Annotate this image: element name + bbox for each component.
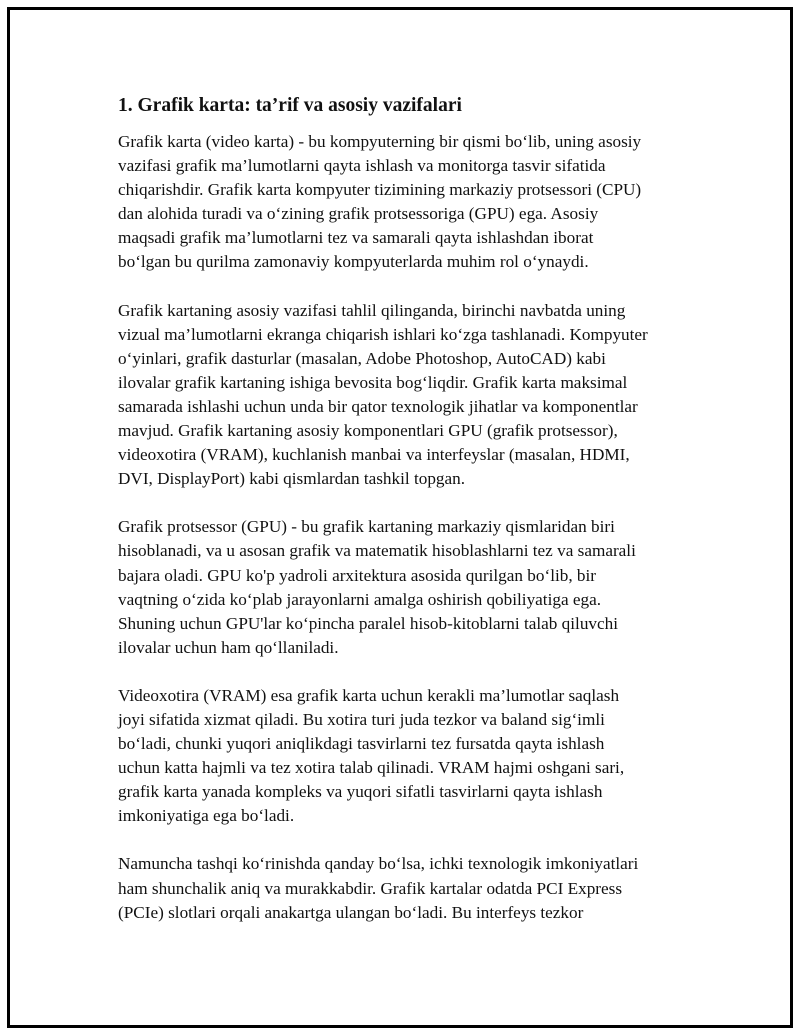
text-line: maqsadi grafik ma’lumotlarni tez va samarali qayta ishlashdan iborat	[118, 228, 594, 248]
paragraph	[118, 515, 698, 660]
section-heading: 1. Grafik karta: ta’rif va asosiy vazifalari	[118, 95, 462, 116]
text-line: ham shunchalik aniq va murakkabdir. Grafik kartalar odatda PCI Express	[118, 878, 623, 898]
text-line: samarada ishlashi uchun unda bir qator texnologik jihatlar va komponentlar	[118, 396, 638, 416]
text-line: bajara oladi. GPU ko'p yadroli arxitektura asosida qurilgan bo‘lib, bir	[118, 565, 597, 585]
text-line: Grafik protsessor (GPU) - bu grafik kartaning markaziy qismlaridan biri	[118, 517, 615, 537]
text-line: vazifasi grafik ma’lumotlarni qayta ishlash va monitorga tasvir sifatida	[118, 156, 606, 176]
text-line: mavjud. Grafik kartaning asosiy komponentlari GPU (grafik protsessor),	[118, 421, 618, 441]
text-line: Grafik kartaning asosiy vazifasi tahlil qilinganda, birinchi navbatda uning	[118, 300, 626, 320]
text-line: bo‘ladi, chunki yuqori aniqlikdagi tasvirlarni tez fursatda qayta ishlash	[118, 734, 605, 754]
text-line: ilovalar uchun ham qo‘llaniladi.	[118, 637, 339, 657]
paragraph-container	[118, 130, 698, 925]
text-line: hisoblanadi, va u asosan grafik va matematik hisoblashlarni tez va samarali	[118, 541, 636, 561]
paragraph	[118, 299, 698, 492]
text-line: imkoniyatiga ega bo‘ladi.	[118, 806, 295, 826]
text-line: ilovalar grafik kartaning ishiga bevosita bog‘liqdir. Grafik karta maksimal	[118, 372, 628, 392]
text-line: Grafik karta (video karta) - bu kompyuterning bir qismi bo‘lib, uning asosiy	[118, 132, 642, 151]
text-line: joyi sifatida xizmat qiladi. Bu xotira turi juda tezkor va baland sig‘imli	[118, 709, 605, 729]
text-line: grafik karta yanada kompleks va yuqori sifatli tasvirlarni qayta ishlash	[118, 782, 603, 802]
text-line: videoxotira (VRAM), kuchlanish manbai va interfeyslar (masalan, HDMI,	[118, 445, 630, 465]
text-line: DVI, DisplayPort) kabi qismlardan tashkil topgan.	[118, 469, 466, 489]
paragraph	[118, 684, 698, 829]
text-line: vaqtning o‘zida ko‘plab jarayonlarni amalga oshirish qobiliyatiga ega.	[118, 589, 602, 609]
text-line: Videoxotira (VRAM) esa grafik karta uchun kerakli ma’lumotlar saqlash	[118, 685, 620, 705]
document-body	[118, 92, 698, 949]
text-line: uchun katta hajmli va tez xotira talab qilinadi. VRAM hajmi oshgani sari,	[118, 758, 625, 778]
text-line: Namuncha tashqi ko‘rinishda qanday bo‘lsa, ichki texnologik imkoniyatlari	[118, 854, 639, 874]
text-line: dan alohida turadi va o‘zining grafik protsessoriga (GPU) ega. Asosiy	[118, 204, 599, 224]
text-line: vizual ma’lumotlarni ekranga chiqarish ishlari ko‘zga tashlanadi. Kompyuter	[118, 324, 648, 344]
text-line: Shuning uchun GPU'lar ko‘pincha paralel hisob-kitoblarni talab qiluvchi	[118, 613, 618, 633]
paragraph	[118, 130, 698, 275]
text-line: (PCIe) slotlari orqali anakartga ulangan bo‘ladi. Bu interfeys tezkor	[118, 902, 584, 922]
text-line: o‘yinlari, grafik dasturlar (masalan, Adobe Photoshop, AutoCAD) kabi	[118, 348, 606, 368]
paragraph	[118, 852, 698, 924]
text-line: bo‘lgan bu qurilma zamonaviy kompyuterlarda muhim rol o‘ynaydi.	[118, 252, 589, 272]
text-line: chiqarishdir. Grafik karta kompyuter tizimining markaziy protsessori (CPU)	[118, 180, 642, 200]
